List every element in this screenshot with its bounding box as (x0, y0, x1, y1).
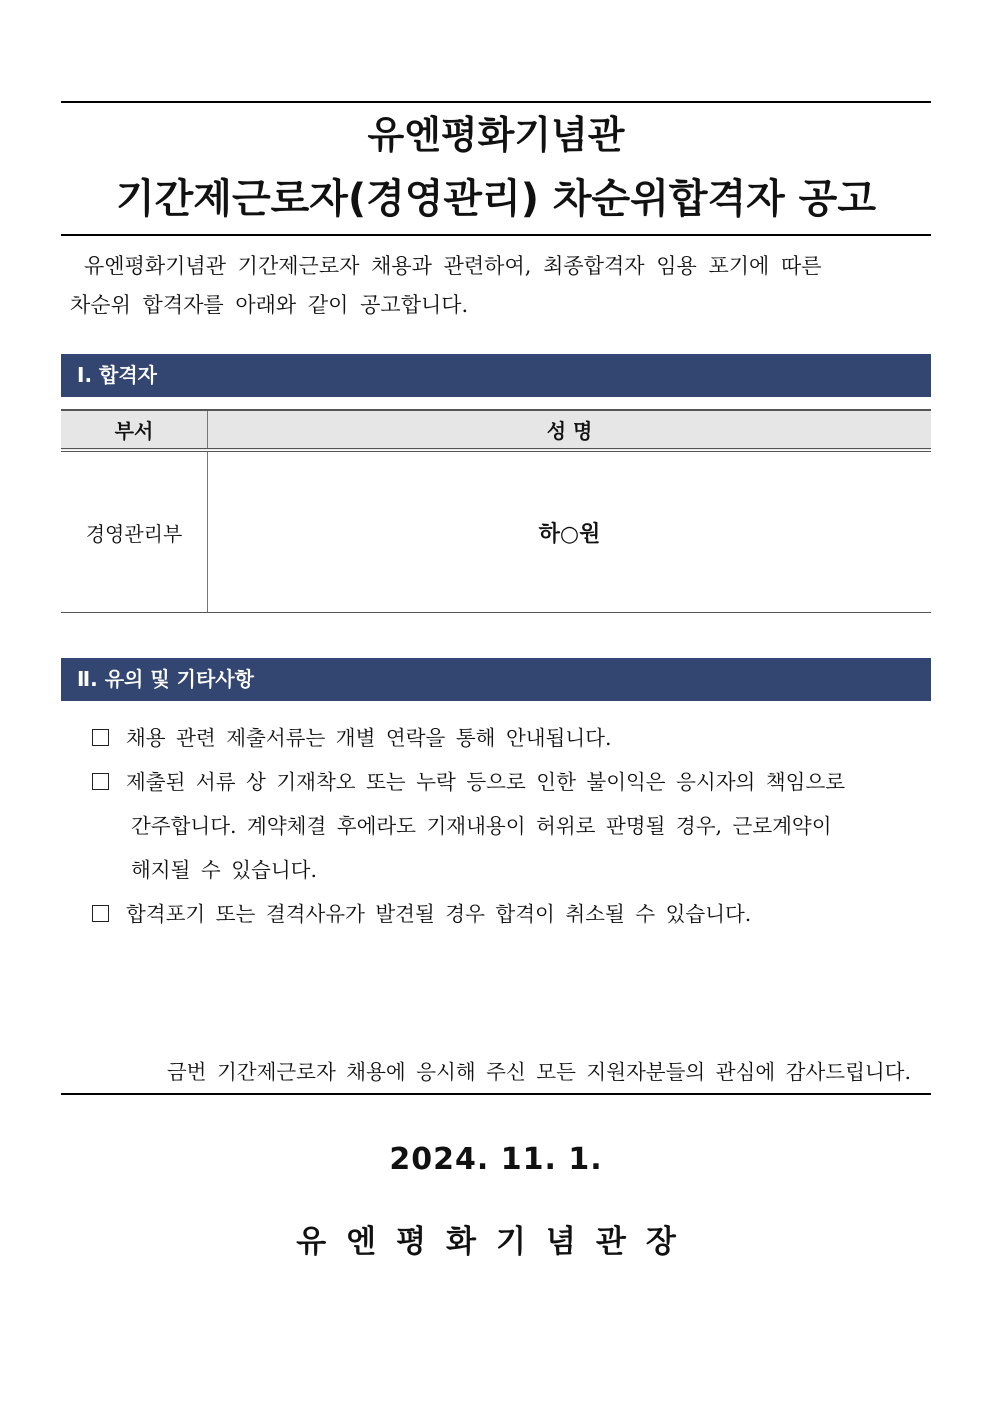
document-title-line2: 기간제근로자(경영관리) 차순위합격자 공고 (116, 176, 876, 222)
intro-line2: 차순위 합격자를 아래와 같이 공고합니다. (70, 293, 469, 317)
note-line: 채용 관련 제출서류는 개별 연락을 통해 안내됩니다. (126, 726, 612, 750)
intro-paragraph (70, 247, 925, 325)
issuer-signature: 유엔평화기념관장 (296, 1224, 696, 1260)
document-title-line1: 유엔평화기념관 (367, 113, 625, 157)
cell-department: 경영관리부 (61, 450, 208, 613)
intro-line1: 유엔평화기념관 기간제근로자 채용과 관련하여, 최종합격자 임용 포기에 따른 (84, 254, 822, 278)
notes-list (92, 716, 922, 936)
checkbox-square-icon (92, 773, 109, 790)
result-table (61, 409, 931, 613)
note-line: 합격포기 또는 결격사유가 발견될 경우 합격이 취소될 수 있습니다. (126, 902, 752, 926)
closing-message: 금번 기간제근로자 채용에 응시해 주신 모든 지원자분들의 관심에 감사드립니다. (166, 1060, 911, 1084)
title-bottom-rule (61, 234, 931, 236)
header-department: 부서 (61, 410, 208, 450)
checkbox-square-icon (92, 729, 109, 746)
note-item (92, 760, 922, 892)
note-line: 제출된 서류 상 기재착오 또는 누락 등으로 인한 불이익은 응시자의 책임으로 (126, 770, 846, 794)
closing-rule (61, 1093, 931, 1095)
announcement-date: 2024. 11. 1. (389, 1142, 603, 1177)
checkbox-square-icon (92, 905, 109, 922)
header-name: 성 명 (208, 410, 932, 450)
note-line: 간주합니다. 계약체결 후에라도 기재내용이 허위로 판명될 경우, 근로계약이 (131, 814, 832, 838)
table-row (61, 450, 931, 613)
note-item (92, 892, 922, 936)
table-header-row (61, 410, 931, 450)
cell-name: 하○원 (208, 450, 932, 613)
note-item (92, 716, 922, 760)
section2-heading: Ⅱ. 유의 및 기타사항 (61, 658, 931, 701)
top-rule (61, 101, 931, 103)
section1-heading: Ⅰ. 합격자 (61, 354, 931, 397)
note-line: 해지될 수 있습니다. (131, 858, 317, 882)
